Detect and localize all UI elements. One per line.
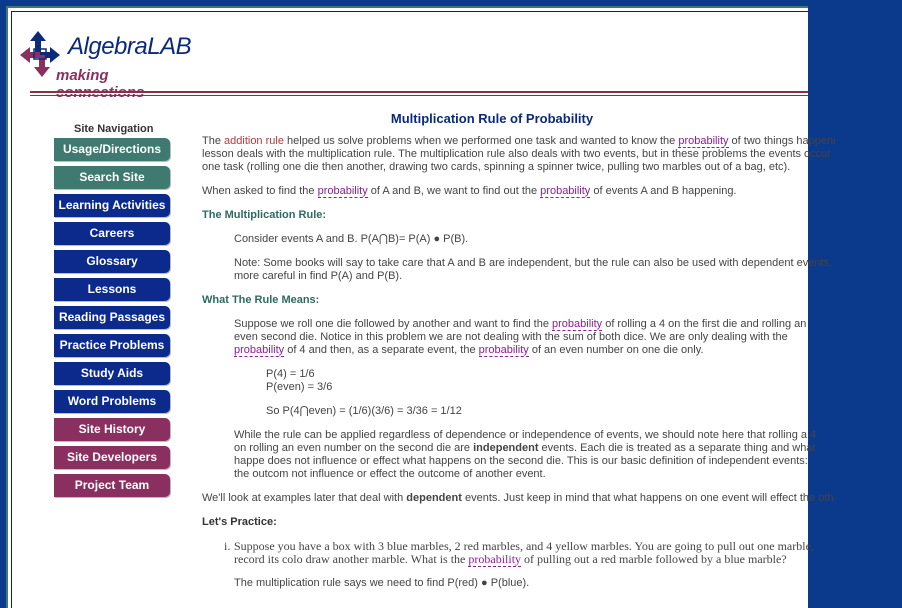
nav-reading-passages[interactable]: Reading Passages xyxy=(54,306,170,329)
nav-learning-activities[interactable]: Learning Activities xyxy=(54,194,170,217)
text: The xyxy=(202,135,225,147)
text-bold: independent xyxy=(473,442,539,454)
text-bold: dependent xyxy=(406,492,462,504)
equation-combined: So P(4⋂even) = (1/6)(3/6) = 3/36 = 1/12 xyxy=(266,405,462,417)
nav-usage-directions[interactable]: Usage/Directions xyxy=(54,138,170,161)
practice-question-1 xyxy=(224,539,834,566)
site-navigation xyxy=(54,138,170,502)
independence-paragraph xyxy=(234,429,819,481)
probability-link[interactable]: probability xyxy=(478,344,529,356)
addition-rule-link[interactable]: addition rule xyxy=(224,135,284,147)
probability-link[interactable]: probability xyxy=(234,344,285,356)
text: events. Each die is treated as a separate thing and what happe does not influence or effect what happens on the second die. This is our basic definition of independent events: the outcom not influence or effect the outcome of another event. xyxy=(234,442,816,480)
page-body xyxy=(11,11,836,608)
section-heading-rule: The Multiplication Rule: xyxy=(202,209,327,221)
intro-paragraph xyxy=(202,135,842,174)
probability-link[interactable]: probability xyxy=(317,185,368,197)
nav-search-site[interactable]: Search Site xyxy=(54,166,170,189)
probability-link[interactable]: probability xyxy=(552,318,603,330)
nav-word-problems[interactable]: Word Problems xyxy=(54,390,170,413)
nav-careers[interactable]: Careers xyxy=(54,222,170,245)
header-divider-2 xyxy=(30,95,808,96)
site-navigation-title: Site Navigation xyxy=(74,123,154,135)
logo-title: AlgebraLAB xyxy=(68,33,192,60)
text: We'll look at examples later that deal with xyxy=(202,492,407,504)
lesson-content xyxy=(202,108,902,601)
section-heading-means: What The Rule Means: xyxy=(202,294,320,306)
text: of A and B, we want to find out the xyxy=(367,185,541,197)
algebralab-logo[interactable] xyxy=(20,29,190,84)
text: of two things happeni lesson deals with the multiplication rule. The multiplication rule also deals with two events, but in these problems the events occur one task (rolling one die then another, drawing two cards, spinning a spinner twice, pulling two marbles out of a bag, etc). xyxy=(202,135,836,173)
nav-project-team[interactable]: Project Team xyxy=(54,474,170,497)
text: Suppose you have a box with 3 blue marbles, 2 red marbles, and 4 yellow marbles. You are going to pull out one marble, record its colo draw another marble. What is the xyxy=(234,539,814,566)
text: When asked to find the xyxy=(202,185,318,197)
text: events. Just keep in mind that what happens on one event will effect the oth xyxy=(461,492,834,504)
probability-link[interactable]: probability xyxy=(540,185,591,197)
equation-peven: P(even) = 3/6 xyxy=(266,381,333,393)
text: of 4 and then, as a separate event, the xyxy=(284,344,479,356)
dependent-paragraph xyxy=(202,492,902,505)
nav-practice-problems[interactable]: Practice Problems xyxy=(54,334,170,357)
probability-link[interactable]: probability xyxy=(468,552,522,566)
definition-paragraph xyxy=(202,185,902,198)
logo-tagline: making xyxy=(56,67,109,84)
rule-statement: Consider events A and B. P(A⋂B)= P(A) ● P(B). xyxy=(234,233,469,245)
equation-p4: P(4) = 1/6 xyxy=(266,368,315,380)
probability-link[interactable]: probability xyxy=(678,135,729,147)
nav-study-aids[interactable]: Study Aids xyxy=(54,362,170,385)
nav-site-developers[interactable]: Site Developers xyxy=(54,446,170,469)
nav-glossary[interactable]: Glossary xyxy=(54,250,170,273)
dice-example xyxy=(234,318,819,357)
section-heading-practice: Let's Practice: xyxy=(202,516,277,528)
header-divider xyxy=(30,91,808,94)
question-number: i. xyxy=(224,539,231,553)
text: of an even number on one die only. xyxy=(528,344,704,356)
text: of rolling a 4 on the first die and rolling an even second die. Notice in this problem we are not dealing with the sum of both dice. We are only dealing with the xyxy=(234,318,807,343)
text: Suppose we roll one die followed by another and want to find the xyxy=(234,318,552,330)
practice-rule: The multiplication rule says we need to find P(red) ● P(blue). xyxy=(234,577,530,589)
nav-lessons[interactable]: Lessons xyxy=(54,278,170,301)
nav-site-history[interactable]: Site History xyxy=(54,418,170,441)
page-frame xyxy=(6,6,836,608)
rule-note: Note: Some books will say to take care that A and B are independent, but the rule can also be used with dependent events, more careful in find P(A) and P(B). xyxy=(234,257,833,282)
text: of events A and B happening. xyxy=(590,185,737,197)
page-title: Multiplication Rule of Probability xyxy=(390,111,594,126)
text: While the rule can be applied regardless of dependence or independence of events, we should note here that rolling a 4 on rolling an even number on the second die are xyxy=(234,429,817,454)
text: of pulling out a red marble followed by a blue marble? xyxy=(521,552,787,566)
text: helped us solve problems when we performed one task and wanted to know the xyxy=(283,135,679,147)
